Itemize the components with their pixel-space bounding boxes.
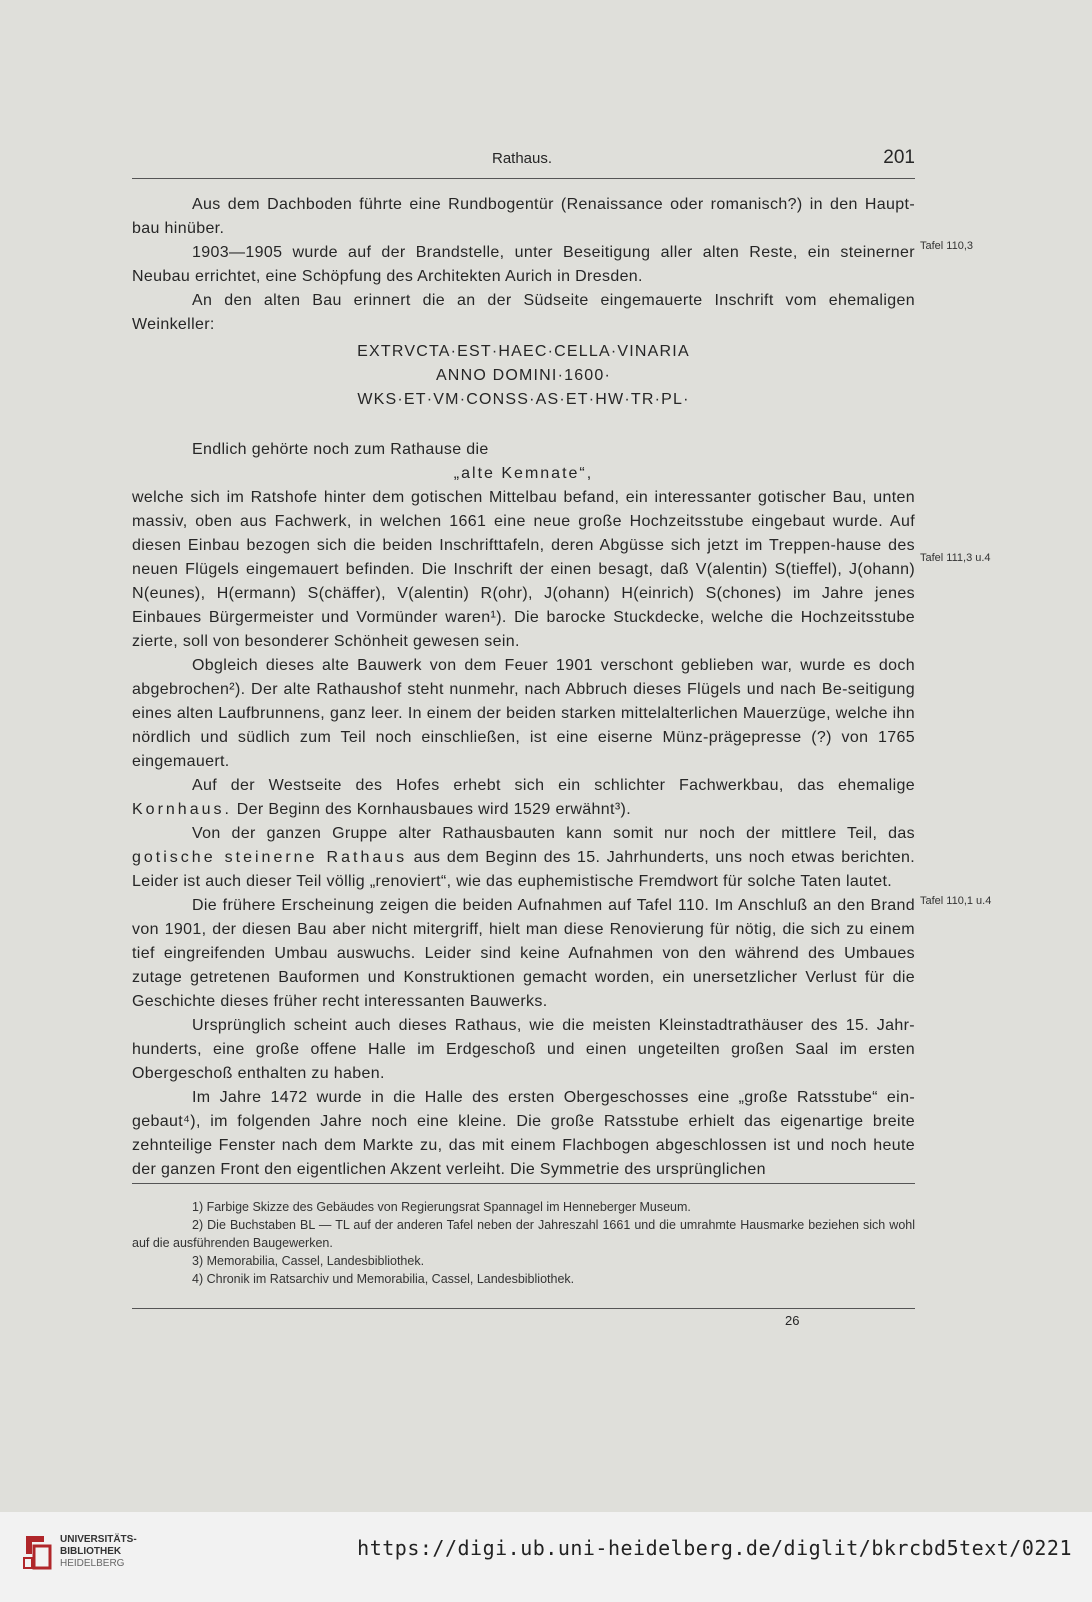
- library-logo-icon: [22, 1532, 52, 1570]
- paragraph: Aus dem Dachboden führte eine Rundbogentür (Renaissance oder romanisch?) in den Haupt-bau hinüber.: [132, 196, 915, 237]
- paragraph: welche sich im Ratshofe hinter dem gotischen Mittelbau befand, ein interessanter gotischer Bau, unten massiv, oben aus Fachwerk, in welchen 1661 eine neue große Hochzeitsstube eingebaut wurde. Auf diesen Einbau bezogen sich die beiden Inschrifttafeln, deren Abgüsse sich jetzt im Treppen-hause des neuen Flügels eingemauert befinden. Die Inschrift der einen besagt, daß V(alentin) S(tieffel), J(ohann) N(eunes), H(ermann) S(chäffer), V(alentin) R(ohr), J(ohann) H(einrich) S(chones) im Jahre jenes Einbaues Bürgermeister und Vormünder waren¹). Die barocke Stuckdecke, welche die Hochzeitsstube zierte, soll von besonderer Schönheit gewesen sein.: [132, 489, 915, 650]
- main-text: [132, 193, 915, 1182]
- paragraph: Die frühere Erscheinung zeigen die beiden Aufnahmen auf Tafel 110. Im Anschluß an den Brand von 1901, der diesen Bau aber nicht mitergriff, hielt man diese Renovierung für nötig, die sich zu einem tief eingreifenden Umbau auswuchs. Leider sind keine Aufnahmen von den während des Umbaues zutage getretenen Bauformen und Konstruktionen gemacht worden, ein unersetzlicher Verlust für die Geschichte dieses früher recht interessanten Bauwerks.: [132, 897, 915, 1010]
- page-number: 201: [883, 147, 915, 168]
- paragraph: Endlich gehörte noch zum Rathause die: [192, 441, 489, 458]
- footnote: 3) Memorabilia, Cassel, Landesbibliothek.: [192, 1254, 425, 1268]
- text-run: Der Beginn des Kornhausbaues wird 1529 erwähnt³).: [236, 801, 631, 818]
- inscription-line: EXTRVCTA·EST·HAEC·CELLA·VINARIA: [357, 343, 690, 360]
- running-header: [132, 147, 915, 179]
- paragraph: An den alten Bau erinnert die an der Südseite eingemauerte Inschrift vom ehemaligen Weinkeller:: [132, 292, 915, 333]
- permalink-url[interactable]: https://digi.ub.uni-heidelberg.de/diglit/bkrcbd5text/0221: [357, 1536, 1072, 1560]
- paragraph: 1903—1905 wurde auf der Brandstelle, unter Beseitigung aller alten Reste, ein steinerner Neubau errichtet, eine Schöpfung des Architekten Aurich in Dresden.: [132, 244, 915, 285]
- margin-note: Tafel 110,1 u.4: [920, 895, 992, 907]
- emphasis-text: gotische steinerne Rathaus: [132, 849, 408, 866]
- margin-note: Tafel 110,3: [920, 240, 974, 252]
- paragraph: Ursprünglich scheint auch dieses Rathaus, wie die meisten Kleinstadtrathäuser des 15. Jahr-hunderts, eine große offene Halle im Erdgeschoß und einen ungeteilten großen Saal im ersten Obergeschoß enthalten zu haben.: [132, 1017, 915, 1082]
- inscription-line: WKS·ET·VM·CONSS·AS·ET·HW·TR·PL·: [357, 391, 690, 408]
- footnote: 4) Chronik im Ratsarchiv und Memorabilia, Cassel, Landesbibliothek.: [192, 1272, 575, 1286]
- text-run: Von der ganzen Gruppe alter Rathausbauten kann somit nur noch der mittlere Teil, das: [192, 825, 915, 842]
- bottom-rule: [132, 1308, 915, 1309]
- library-name: [60, 1534, 137, 1570]
- paragraph: Im Jahre 1472 wurde in die Halle des ersten Obergeschosses eine „große Ratsstube“ ein-gebaut⁴), im folgenden Jahre noch eine kleine. Die große Ratsstube erhielt das eigenartige breite zehnteilige Fenster nach dem Markte zu, das mit einem Flachbogen abgeschlossen ist und noch heute der ganzen Front den eigentlichen Akzent verleiht. Die Symmetrie des ursprünglichen: [132, 1089, 915, 1178]
- library-name-line: BIBLIOTHEK: [60, 1546, 122, 1557]
- footnote: 1) Farbige Skizze des Gebäudes von Regierungsrat Spannagel im Henneberger Museum.: [192, 1200, 691, 1214]
- footnotes: [132, 1198, 915, 1288]
- paragraph: [132, 822, 915, 894]
- running-title: Rathaus.: [492, 150, 553, 167]
- margin-note: Tafel 111,3 u.4: [920, 552, 991, 564]
- paragraph: [132, 774, 915, 822]
- library-name-line: UNIVERSITÄTS-: [60, 1534, 137, 1545]
- library-name-line: HEIDELBERG: [60, 1558, 125, 1569]
- inscription: [132, 340, 915, 412]
- text-run: Auf der Westseite des Hofes erhebt sich ein schlichter Fachwerkbau, das ehemalige: [192, 777, 915, 794]
- section-heading: „alte Kemnate“,: [453, 465, 594, 482]
- inscription-line: ANNO DOMINI·1600·: [435, 367, 612, 384]
- text-run: aus dem Beginn des 15. Jahrhunderts, uns noch etwas berichten. Leider ist auch dieser Teil völlig „renoviert“, wie das euphemistische Fremdwort für solche Taten lautet.: [132, 849, 915, 890]
- footnote: 2) Die Buchstaben BL — TL auf der anderen Tafel neben der Jahreszahl 1661 und die umrahmte Hausmarke beziehen sich wohl auf die ausführenden Baugewerken.: [132, 1218, 915, 1250]
- emphasis-text: Kornhaus.: [132, 801, 232, 818]
- signature-mark: 26: [785, 1313, 800, 1328]
- footnote-rule: [132, 1183, 915, 1184]
- paragraph: Obgleich dieses alte Bauwerk von dem Feuer 1901 verschont geblieben war, wurde es doch abgebrochen²). Der alte Rathaushof steht nunmehr, nach Abbruch dieses Flügels und nach Be-seitigung eines alten Laufbrunnens, ganz leer. In einem der beiden starken mittelalterlichen Mauerzüge, welche ihn nördlich und südlich zum Teil noch einschließen, ist eine eiserne Münz-prägepresse (?) von 1765 eingemauert.: [132, 657, 915, 770]
